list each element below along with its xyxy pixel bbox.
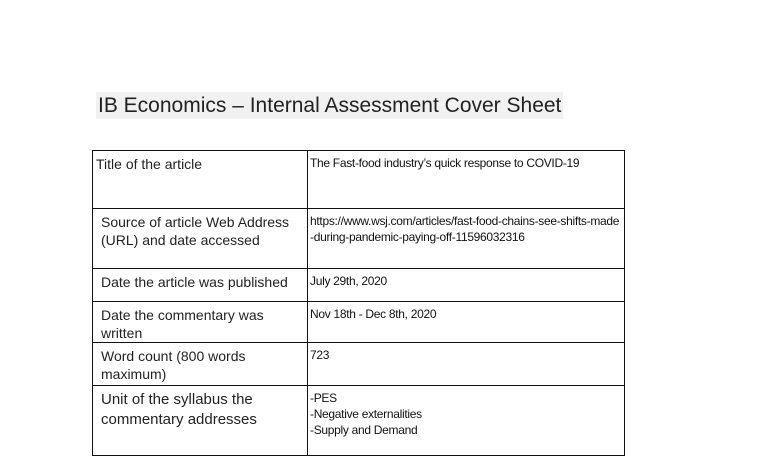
row-label-cell [93,209,308,269]
commentary-date-label: Date the commentary was written [101,307,264,341]
table-row [93,209,625,269]
row-value-cell [308,343,625,386]
source-url-label: Source of article Web Address (URL) and date accessed [101,214,290,248]
word-count-value: 723 [310,348,330,362]
row-label-cell [93,302,308,343]
list-item: -Supply and Demand [310,423,418,437]
source-url-value: https://www.wsj.com/articles/fast-food-chains-see-shifts-made-during-pandemic-paying-off-11596032316 [310,214,620,244]
syllabus-unit-label: Unit of the syllabus the commentary addresses [101,391,257,428]
cover-sheet-table [92,150,625,456]
list-item: -PES [310,391,337,405]
row-value-cell [308,209,625,269]
table-row [93,302,625,343]
syllabus-unit-list [310,390,622,438]
row-label-cell [93,269,308,302]
table-row [93,151,625,209]
table-row [93,343,625,386]
word-count-label: Word count (800 words maximum) [101,348,246,382]
syllabus-unit-value [308,386,624,438]
article-title-label: Title of the article [96,156,203,172]
row-label-cell [93,343,308,386]
published-date-value: July 29th, 2020 [310,274,387,288]
table-row [93,386,625,456]
document-title: IB Economics – Internal Assessment Cover Sheet [98,94,562,117]
row-label-cell [93,386,308,456]
row-value-cell [308,269,625,302]
row-value-cell [308,151,625,209]
article-title-value: The Fast-food industry’s quick response to COVID-19 [310,156,580,170]
commentary-date-value: Nov 18th - Dec 8th, 2020 [310,307,437,321]
list-item: -Negative externalities [310,407,422,421]
row-value-cell [308,302,625,343]
table-row [93,269,625,302]
row-label-cell [93,151,308,209]
row-value-cell [308,386,625,456]
published-date-label: Date the article was published [101,274,288,290]
